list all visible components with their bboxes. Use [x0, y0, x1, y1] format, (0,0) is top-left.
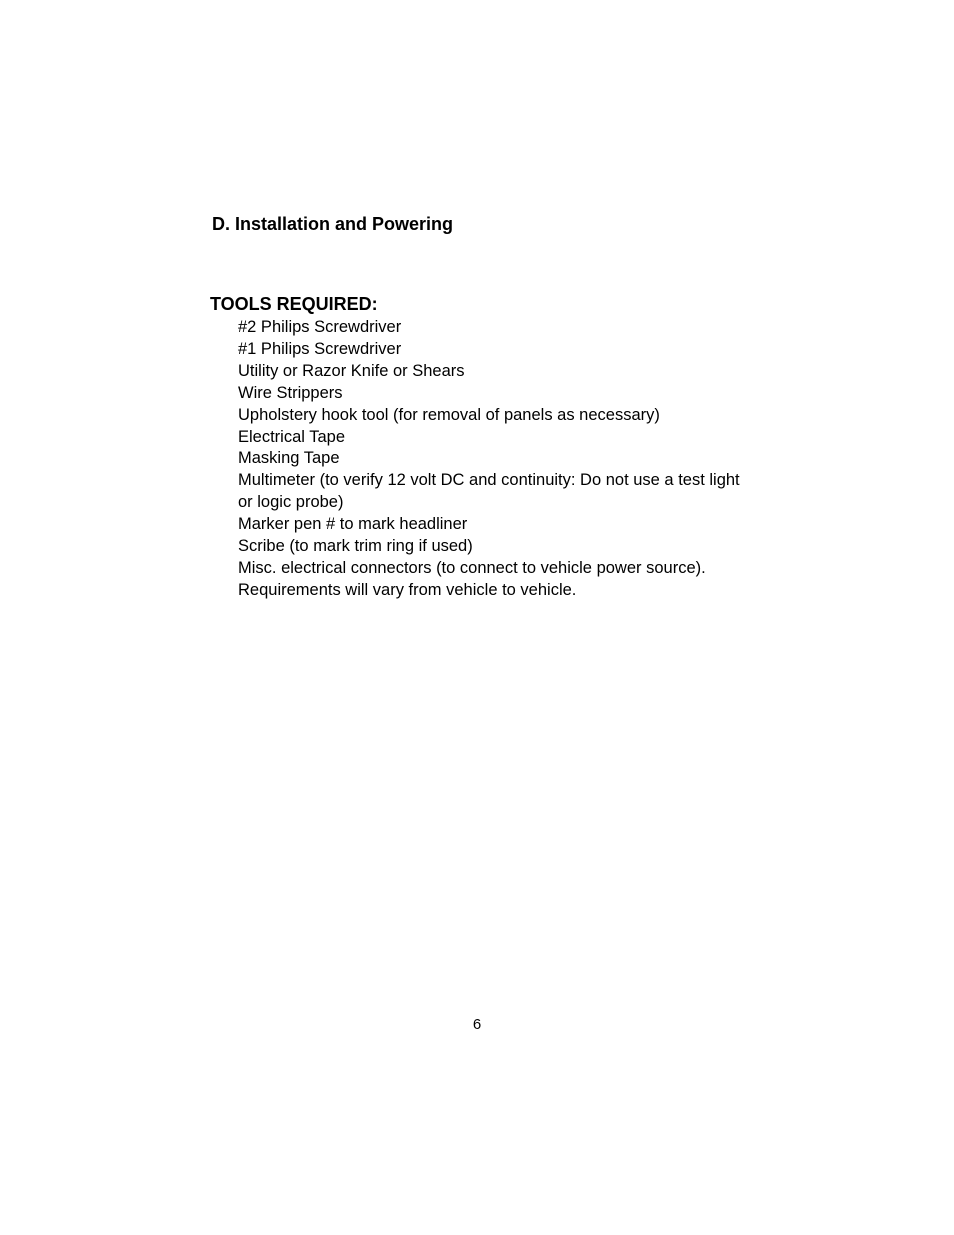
tools-required-heading: TOOLS REQUIRED: — [210, 294, 378, 314]
list-item: or logic probe) — [238, 493, 344, 512]
list-item: Multimeter (to verify 12 volt DC and continuity: Do not use a test light — [238, 471, 740, 490]
list-item: #2 Philips Screwdriver — [238, 318, 402, 336]
list-item: Electrical Tape — [238, 427, 346, 446]
list-item: Scribe (to mark trim ring if used) — [238, 537, 473, 556]
list-item: Marker pen # to mark headliner — [238, 515, 468, 534]
page-number: 6 — [472, 1016, 482, 1033]
list-item: Utility or Razor Knife or Shears — [238, 361, 465, 380]
list-item: Requirements will vary from vehicle to vehicle. — [238, 580, 577, 599]
list-item: Upholstery hook tool (for removal of panels as necessary) — [238, 405, 660, 424]
list-item: Wire Strippers — [238, 383, 343, 402]
list-item: Masking Tape — [238, 449, 340, 468]
tools-list — [238, 317, 758, 602]
section-title: D. Installation and Powering — [212, 214, 454, 234]
list-item: #1 Philips Screwdriver — [238, 339, 402, 358]
list-item: Misc. electrical connectors (to connect to vehicle power source). — [238, 558, 706, 577]
